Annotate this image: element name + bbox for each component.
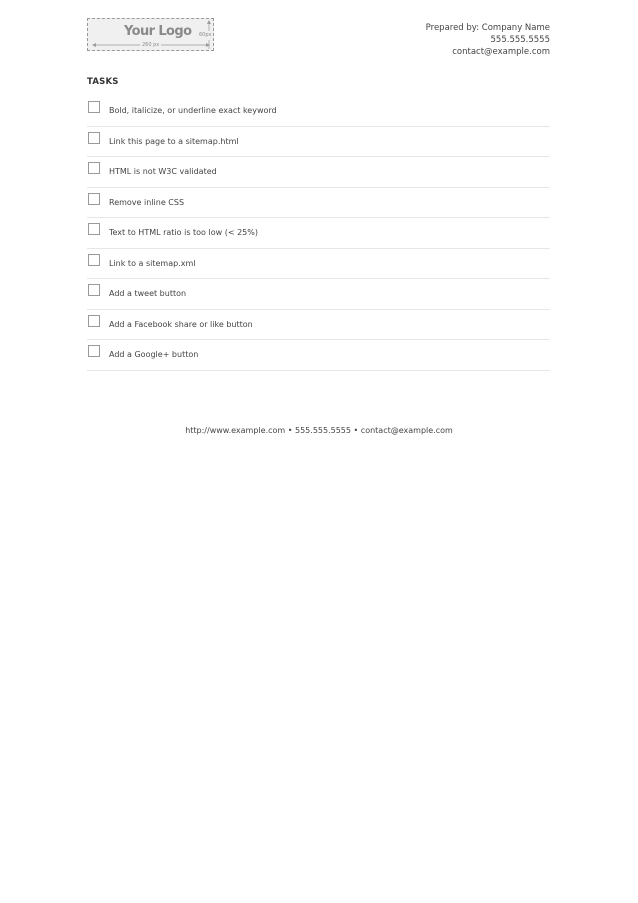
task-label: Add a Google+ button — [109, 350, 199, 359]
contact-phone: 555.555.5555 — [490, 35, 550, 45]
task-item — [87, 157, 550, 188]
task-item — [87, 279, 550, 310]
section-title: TASKS — [87, 77, 119, 87]
task-checkbox[interactable] — [88, 345, 100, 357]
footer-contact: http://www.example.com • 555.555.5555 • contact@example.com — [185, 426, 453, 435]
task-label: Text to HTML ratio is too low (< 25%) — [109, 228, 258, 237]
task-item — [87, 218, 550, 249]
logo-placeholder — [87, 18, 214, 51]
logo-width-label: 260 px — [142, 42, 160, 48]
task-item — [87, 127, 550, 158]
prepared-by: Prepared by: Company Name — [425, 23, 550, 33]
task-checkbox[interactable] — [88, 132, 100, 144]
contact-block — [426, 22, 550, 58]
task-checkbox[interactable] — [88, 284, 100, 296]
task-item — [87, 310, 550, 341]
task-checkbox[interactable] — [88, 162, 100, 174]
task-item — [87, 188, 550, 219]
task-item — [87, 249, 550, 280]
task-checkbox[interactable] — [88, 254, 100, 266]
task-checkbox[interactable] — [88, 101, 100, 113]
task-label: HTML is not W3C validated — [109, 167, 217, 176]
task-item — [87, 96, 550, 127]
task-label: Add a Facebook share or like button — [109, 319, 253, 329]
task-checkbox[interactable] — [88, 223, 100, 235]
task-label: Link this page to a sitemap.html — [109, 136, 239, 146]
task-label: Add a tweet button — [109, 289, 187, 298]
task-checkbox[interactable] — [88, 193, 100, 205]
task-label: Bold, italicize, or underline exact keyword — [109, 106, 277, 115]
logo-height-label: 60px — [199, 32, 212, 38]
task-list — [87, 96, 550, 371]
task-label: Remove inline CSS — [109, 197, 185, 207]
contact-email: contact@example.com — [452, 47, 550, 57]
task-item — [87, 340, 550, 371]
logo-text: Your Logo — [124, 24, 192, 39]
task-checkbox[interactable] — [88, 315, 100, 327]
task-label: Link to a sitemap.xml — [109, 258, 196, 268]
